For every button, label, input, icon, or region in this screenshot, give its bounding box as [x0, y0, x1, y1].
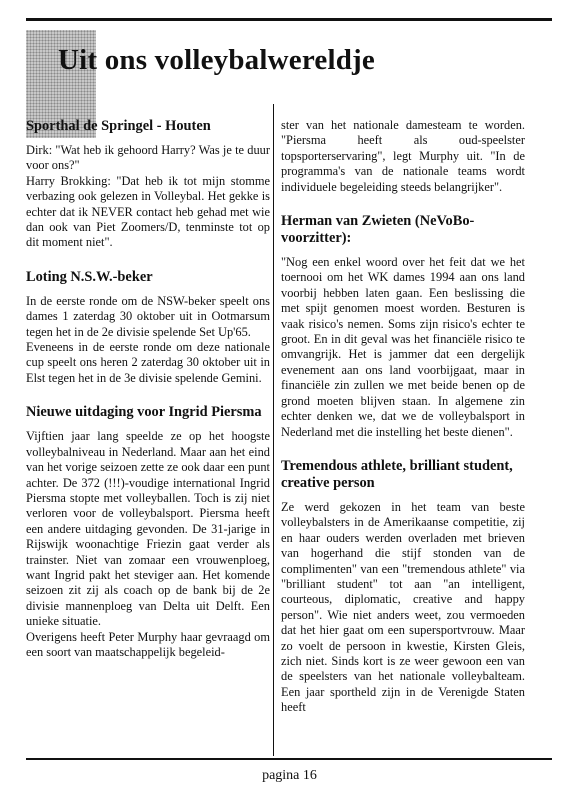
paragraph-continuation: ster van het nationale damesteam te worden. "Piersma heeft als oud-speelster topsporterservaring", legt Murphy uit. "In de programma's van de nationale teams wordt individuele begeleiding steeds belangrijker". [281, 118, 525, 194]
paragraph-murphy: Overigens heeft Peter Murphy haar gevraagd om een soort van maatschappelijk begeleid- [26, 629, 270, 659]
page-number: pagina 16 [262, 768, 317, 783]
column-divider [273, 104, 274, 756]
section-heading-sporthal: Sporthal de Springel - Houten [26, 118, 211, 134]
page-title: Uit ons volleybalwereldje [58, 44, 375, 76]
paragraph-harry: Harry Brokking: "Dat heb ik tot mijn stomme verbazing ook gelezen in Volleybal. Het gekke is echter dat ik NEVER contact heb gehad met wie dan ook van Piet Zoomers/D, tenminste tot op dit moment niet". [26, 173, 270, 250]
right-column [281, 112, 525, 754]
paragraph-heren: Eveneens in de eerste ronde om deze nationale cup speelt ons heren 2 zaterdag 30 oktober uit in Elst tegen het in de 3e divisie spelende Gemini. [26, 340, 270, 385]
top-rule [26, 18, 552, 21]
paragraph-gleis: Ze werd gekozen in het team van beste volleybalsters in de Amerikaanse competitie, zij en haar ouders werden overladen met brieven van hogerhand die stijf stonden van de complimenten" van een "tremendous athlete" via "brilliant student" tot aan "an intelligent, courteous, diplomatic, creative and happy person". Wie niet anders weet, zou vermoeden dat het hier gaat om een supersportvrouw. Maar zo voelt de persoon in kwestie, Kirsten Gleis, zich niet. Sinds kort is ze weer gewoon een van de speelsters van het nationale volleybalteam. Een jaar sportheld zijn in de Verenigde Staten heeft [281, 499, 525, 715]
bottom-rule [26, 758, 552, 760]
section-heading-tremendous: Tremendous athlete, brilliant student, creative person [281, 457, 513, 491]
section-heading-loting: Loting N.S.W.-beker [26, 268, 153, 285]
left-column [26, 112, 270, 754]
paragraph-zwieten: "Nog een enkel woord over het feit dat we het toernooi om het WK dames 1994 aan ons land voorbij hebben laten gaan. Een beslissing die met spijt genomen moest worden. Besturen is vaak risico's nemen. Soms zijn risico's echter te groot. En in dit geval was het financiële risico te omvangrijk. Het is jammer dat een dergelijk evenement aan ons land voorbijgaat, maar in financiële zin zullen we met beide benen op de grond moeten blijven staan. In algemene zin echter denken we, dat we de volleybalsport in Nederland met die instelling het beste dienen". [281, 255, 525, 439]
paragraph-piersma: Vijftien jaar lang speelde ze op het hoogste volleybalniveau in Nederland. Maar aan het eind van het vorige seizoen zette ze ook daar een punt achter. De 372 (!!!)-voudige international Ingrid Piersma stopte met volleyballen. Toch is zij niet verloren voor de volleybalsport. Piersma heeft een andere uitdaging gevonden. De 31-jarige in Rijswijk woonachtige Friezin gaat verder als trainster. Niet van zomaar een vrouwenploeg, want Ingrid pakt het steviger aan. Het komende seizoen zit zij als coach op de bank bij de 2e divisie mannenploeg van Delta uit Delft. Een unieke situatie. [26, 429, 270, 629]
paragraph-dames: In de eerste ronde om de NSW-beker speelt ons dames 1 zaterdag 30 oktober uit in Ootmarsum tegen het in de 2e divisie spelende Set Up'65. [26, 293, 270, 339]
paragraph-dirk: Dirk: "Wat heb ik gehoord Harry? Was je te duur voor ons?" [26, 143, 270, 173]
section-heading-piersma: Nieuwe uitdaging voor Ingrid Piersma [26, 404, 262, 421]
section-heading-zwieten: Herman van Zwieten (NeVoBo-voorzitter): [281, 213, 475, 247]
